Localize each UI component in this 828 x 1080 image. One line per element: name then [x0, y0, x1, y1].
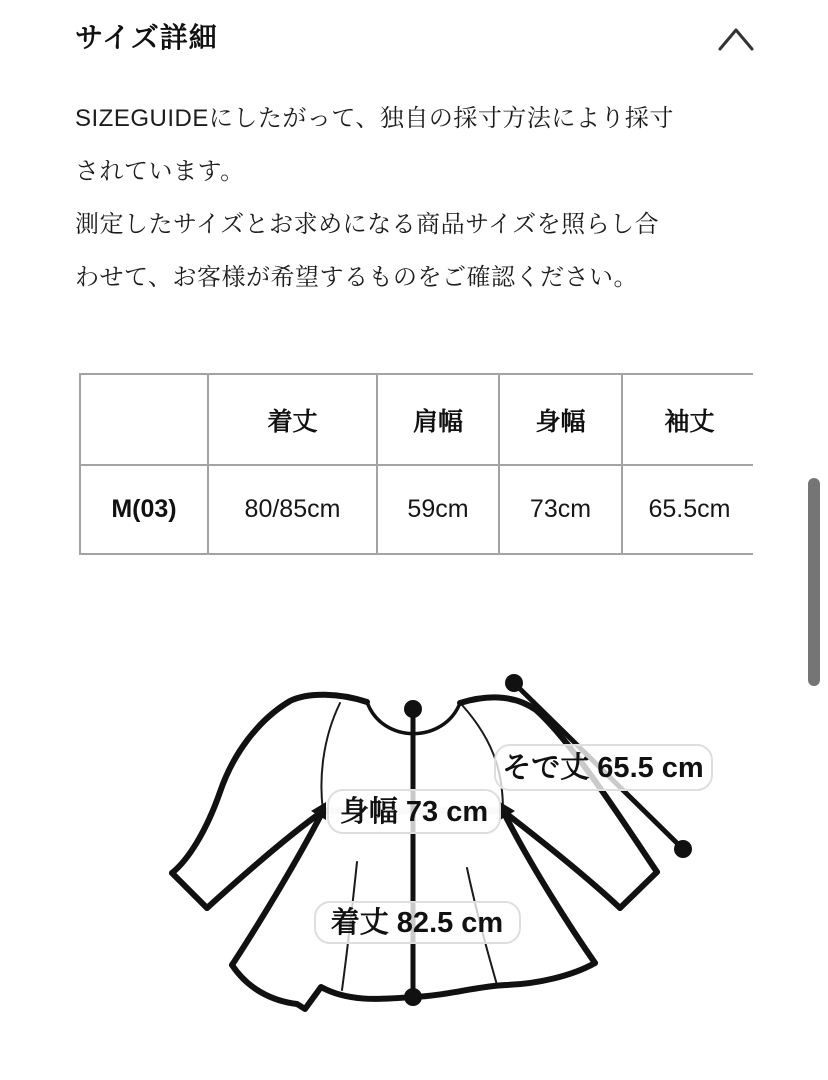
length-text: 着丈 82.5 cm	[330, 907, 504, 939]
table-header-cell: 身幅	[499, 374, 622, 465]
length-label	[315, 902, 520, 943]
table-header-row	[80, 374, 753, 465]
size-detail-accordion-header[interactable]	[0, 0, 828, 70]
table-header-cell: 着丈	[208, 374, 377, 465]
length-measure-line	[404, 700, 422, 1006]
table-cell: 73cm	[499, 465, 622, 554]
sleeve-length-label	[495, 745, 712, 790]
description-line: 測定したサイズとお求めになる商品サイズを照らし合	[75, 211, 660, 238]
description-line: されています。	[75, 158, 245, 185]
table-row	[80, 465, 753, 554]
collapse-button[interactable]	[712, 18, 760, 62]
size-table[interactable]	[79, 373, 753, 555]
garment-measurement-diagram	[100, 630, 728, 1050]
body-width-label	[328, 790, 500, 833]
table-cell: 80/85cm	[208, 465, 377, 554]
table-header-cell: 袖丈	[622, 374, 753, 465]
size-name-cell: M(03)	[80, 465, 208, 554]
body-width-text: 身幅 73 cm	[339, 796, 489, 828]
scrollbar-thumb[interactable]	[808, 478, 820, 686]
description-line: SIZEGUIDEにしたがって、独自の採寸方法により採寸	[75, 105, 674, 132]
table-header-cell	[80, 374, 208, 465]
sleeve-length-text: そで丈 65.5 cm	[502, 752, 704, 784]
table-cell: 59cm	[377, 465, 499, 554]
description-line: わせて、お客様が希望するものをご確認ください。	[75, 264, 639, 291]
sizing-description	[75, 92, 765, 304]
table-cell: 65.5cm	[622, 465, 753, 554]
table-header-cell: 肩幅	[377, 374, 499, 465]
chevron-up-icon	[712, 18, 760, 62]
page-title: サイズ詳細	[75, 22, 218, 53]
